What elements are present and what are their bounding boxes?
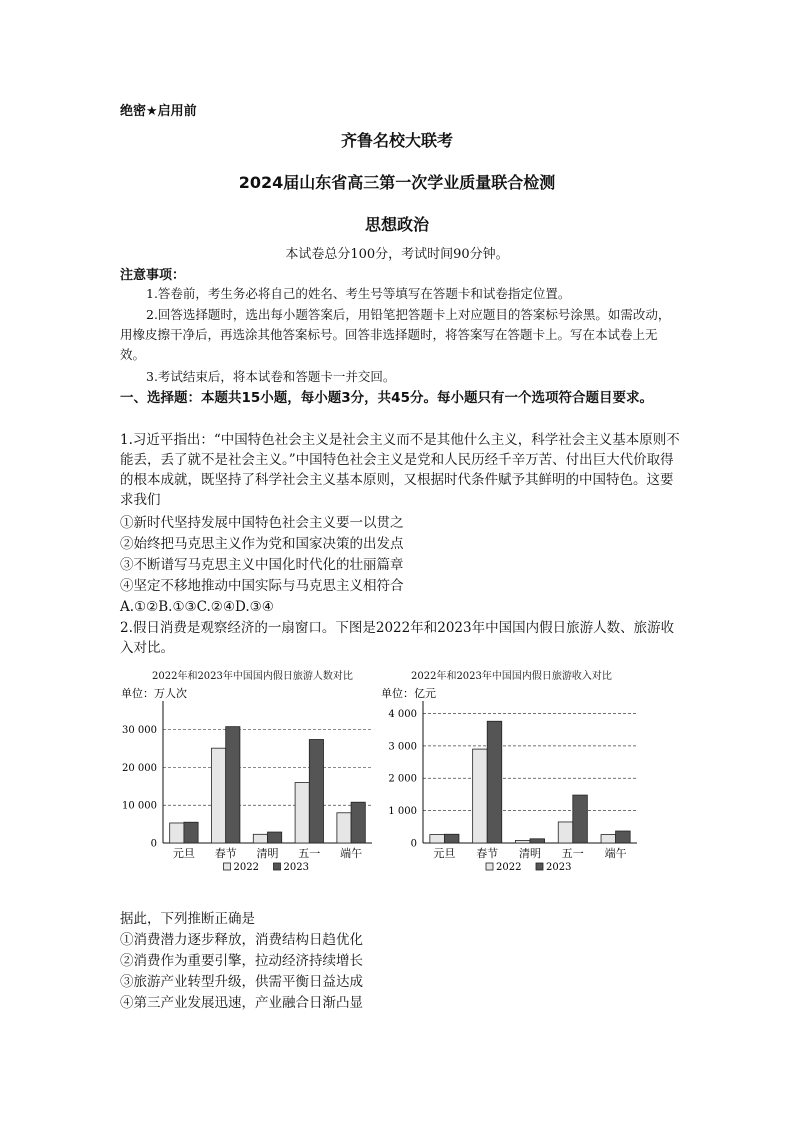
chart1-bar-2022-4	[337, 813, 351, 843]
confidential-label: 绝密★启用前	[120, 104, 197, 119]
chart1-bar-2023-4	[351, 802, 365, 843]
chart2-bar-2022-1	[473, 749, 488, 843]
q1-stem: 1.习近平指出：“中国特色社会主义是社会主义而不是其他什么主义，科学社会主义基本原则不能丢，丢了就不是社会主义。”中国特色社会主义是党和人民历经千辛万苦、付出巨大代价取得的根本成就，既坚持了科学社会主义基本原则，又根据时代条件赋予其鲜明的中国特色。这要求我们	[120, 432, 680, 508]
exam-org: 齐鲁名校大联考	[340, 131, 453, 150]
chart1-bar-2023-0	[184, 822, 198, 843]
chart1-legend-swatch	[274, 863, 281, 870]
note-item-3: 3.考试结束后，将本试卷和答题卡一并交回。	[146, 369, 396, 384]
notes-title: 注意事项：	[120, 268, 186, 283]
chart1-category-label: 端午	[340, 847, 363, 860]
chart2-bar-2022-4	[601, 835, 616, 843]
chart2-bar-2023-1	[487, 721, 502, 843]
q1-option-4: ④坚定不移地推动中国实际与马克思主义相符合	[120, 578, 404, 594]
subject-title: 思想政治	[364, 215, 429, 234]
chart1-ytick-label: 30 000	[122, 725, 157, 737]
chart-tourism-revenue	[375, 683, 645, 878]
q1-option-1: ①新时代坚持发展中国特色社会主义要一以贯之	[120, 515, 404, 531]
chart1-ytick-label: 20 000	[122, 762, 157, 774]
chart2-title: 2022年和2023年中国国内假日旅游收入对比	[411, 671, 612, 682]
chart2-unit-label: 单位：亿元	[381, 687, 436, 700]
q1-answer-choices: A.①②B.①③C.②④D.③④	[120, 599, 274, 615]
q2-option-4: ④第三产业发展迅速，产业融合日渐凸显	[120, 995, 363, 1011]
chart1-bar-2023-1	[226, 727, 240, 843]
chart-tourist-count	[115, 683, 380, 878]
q2-stem: 2.假日消费是观察经济的一扇窗口。下图是2022年和2023年中国国内假日旅游人数、旅游收入对比。	[120, 620, 675, 656]
q2-option-3: ③旅游产业转型升级，供需平衡日益达成	[120, 974, 363, 990]
q2-option-2: ②消费作为重要引擎，拉动经济持续增长	[120, 953, 363, 969]
chart1-category-label: 春节	[214, 847, 237, 860]
chart2-bar-2023-3	[573, 795, 588, 843]
chart1-bar-2022-3	[295, 783, 309, 843]
chart1-bar-2023-2	[268, 832, 282, 843]
chart2-ytick-label: 1 000	[388, 806, 417, 818]
chart2-bar-2023-0	[444, 834, 459, 843]
chart2-legend-label: 2022	[496, 862, 522, 873]
chart1-bar-2022-2	[253, 834, 267, 843]
chart1-category-label: 清明	[256, 847, 279, 860]
chart1-title: 2022年和2023年中国国内假日旅游人数对比	[152, 671, 353, 682]
score-info: 本试卷总分100分，考试时间90分钟。	[285, 247, 509, 262]
chart2-bar-2022-3	[558, 822, 573, 843]
chart2-ytick-label: 4 000	[388, 708, 417, 720]
chart2-category-label: 清明	[519, 847, 541, 860]
chart2-ytick-label: 3 000	[388, 741, 417, 753]
chart1-bar-2022-0	[170, 823, 184, 843]
chart2-category-label: 五一	[561, 847, 584, 860]
section-heading: 一、选择题：本题共15小题，每小题3分，共45分。每小题只有一个选项符合题目要求。	[120, 390, 653, 406]
chart2-category-label: 端午	[604, 847, 627, 860]
chart1-bar-2022-1	[211, 748, 225, 843]
chart2-legend-swatch	[486, 863, 493, 870]
chart1-legend-label: 2023	[283, 862, 309, 873]
note-item-1: 1.答卷前，考生务必将自己的姓名、考生号等填写在答题卡和试卷指定位置。	[146, 286, 571, 301]
chart1-legend-swatch	[224, 863, 231, 870]
chart1-unit-label: 单位：万人次	[121, 687, 187, 700]
chart1-ytick-label: 0	[150, 838, 157, 850]
chart2-bar-2022-2	[515, 840, 530, 843]
note-item-2: 2.回答选择题时，选出每小题答案后，用铅笔把答题卡上对应题目的答案标号涂黑。如需改动，用橡皮擦干净后，再选涂其他答案标号。回答非选择题时，将答案写在答题卡上。写在本试卷上无效。	[120, 307, 671, 362]
q2-option-1: ①消费潜力逐步释放，消费结构日趋优化	[120, 932, 363, 948]
chart1-ytick-label: 10 000	[122, 800, 157, 812]
chart2-legend-label: 2023	[546, 862, 572, 873]
q1-option-2: ②始终把马克思主义作为党和国家决策的出发点	[120, 536, 404, 552]
chart2-bar-2023-2	[530, 839, 545, 843]
chart2-ytick-label: 2 000	[388, 773, 417, 785]
chart2-bar-2023-4	[616, 831, 631, 843]
chart2-ytick-label: 0	[410, 838, 417, 850]
chart2-category-label: 春节	[476, 847, 499, 860]
chart2-category-label: 元旦	[433, 847, 456, 860]
q1-option-3: ③不断谱写马克思主义中国化时代化的壮丽篇章	[120, 557, 404, 573]
chart2-bar-2022-0	[430, 835, 445, 843]
chart1-legend-label: 2022	[233, 862, 259, 873]
chart1-category-label: 元旦	[172, 847, 195, 860]
chart1-category-label: 五一	[298, 847, 321, 860]
q2-inference-prompt: 据此，下列推断正确是	[120, 911, 255, 927]
chart2-legend-swatch	[536, 863, 543, 870]
chart1-bar-2023-3	[309, 739, 323, 843]
exam-title: 2024届山东省高三第一次学业质量联合检测	[238, 173, 556, 192]
